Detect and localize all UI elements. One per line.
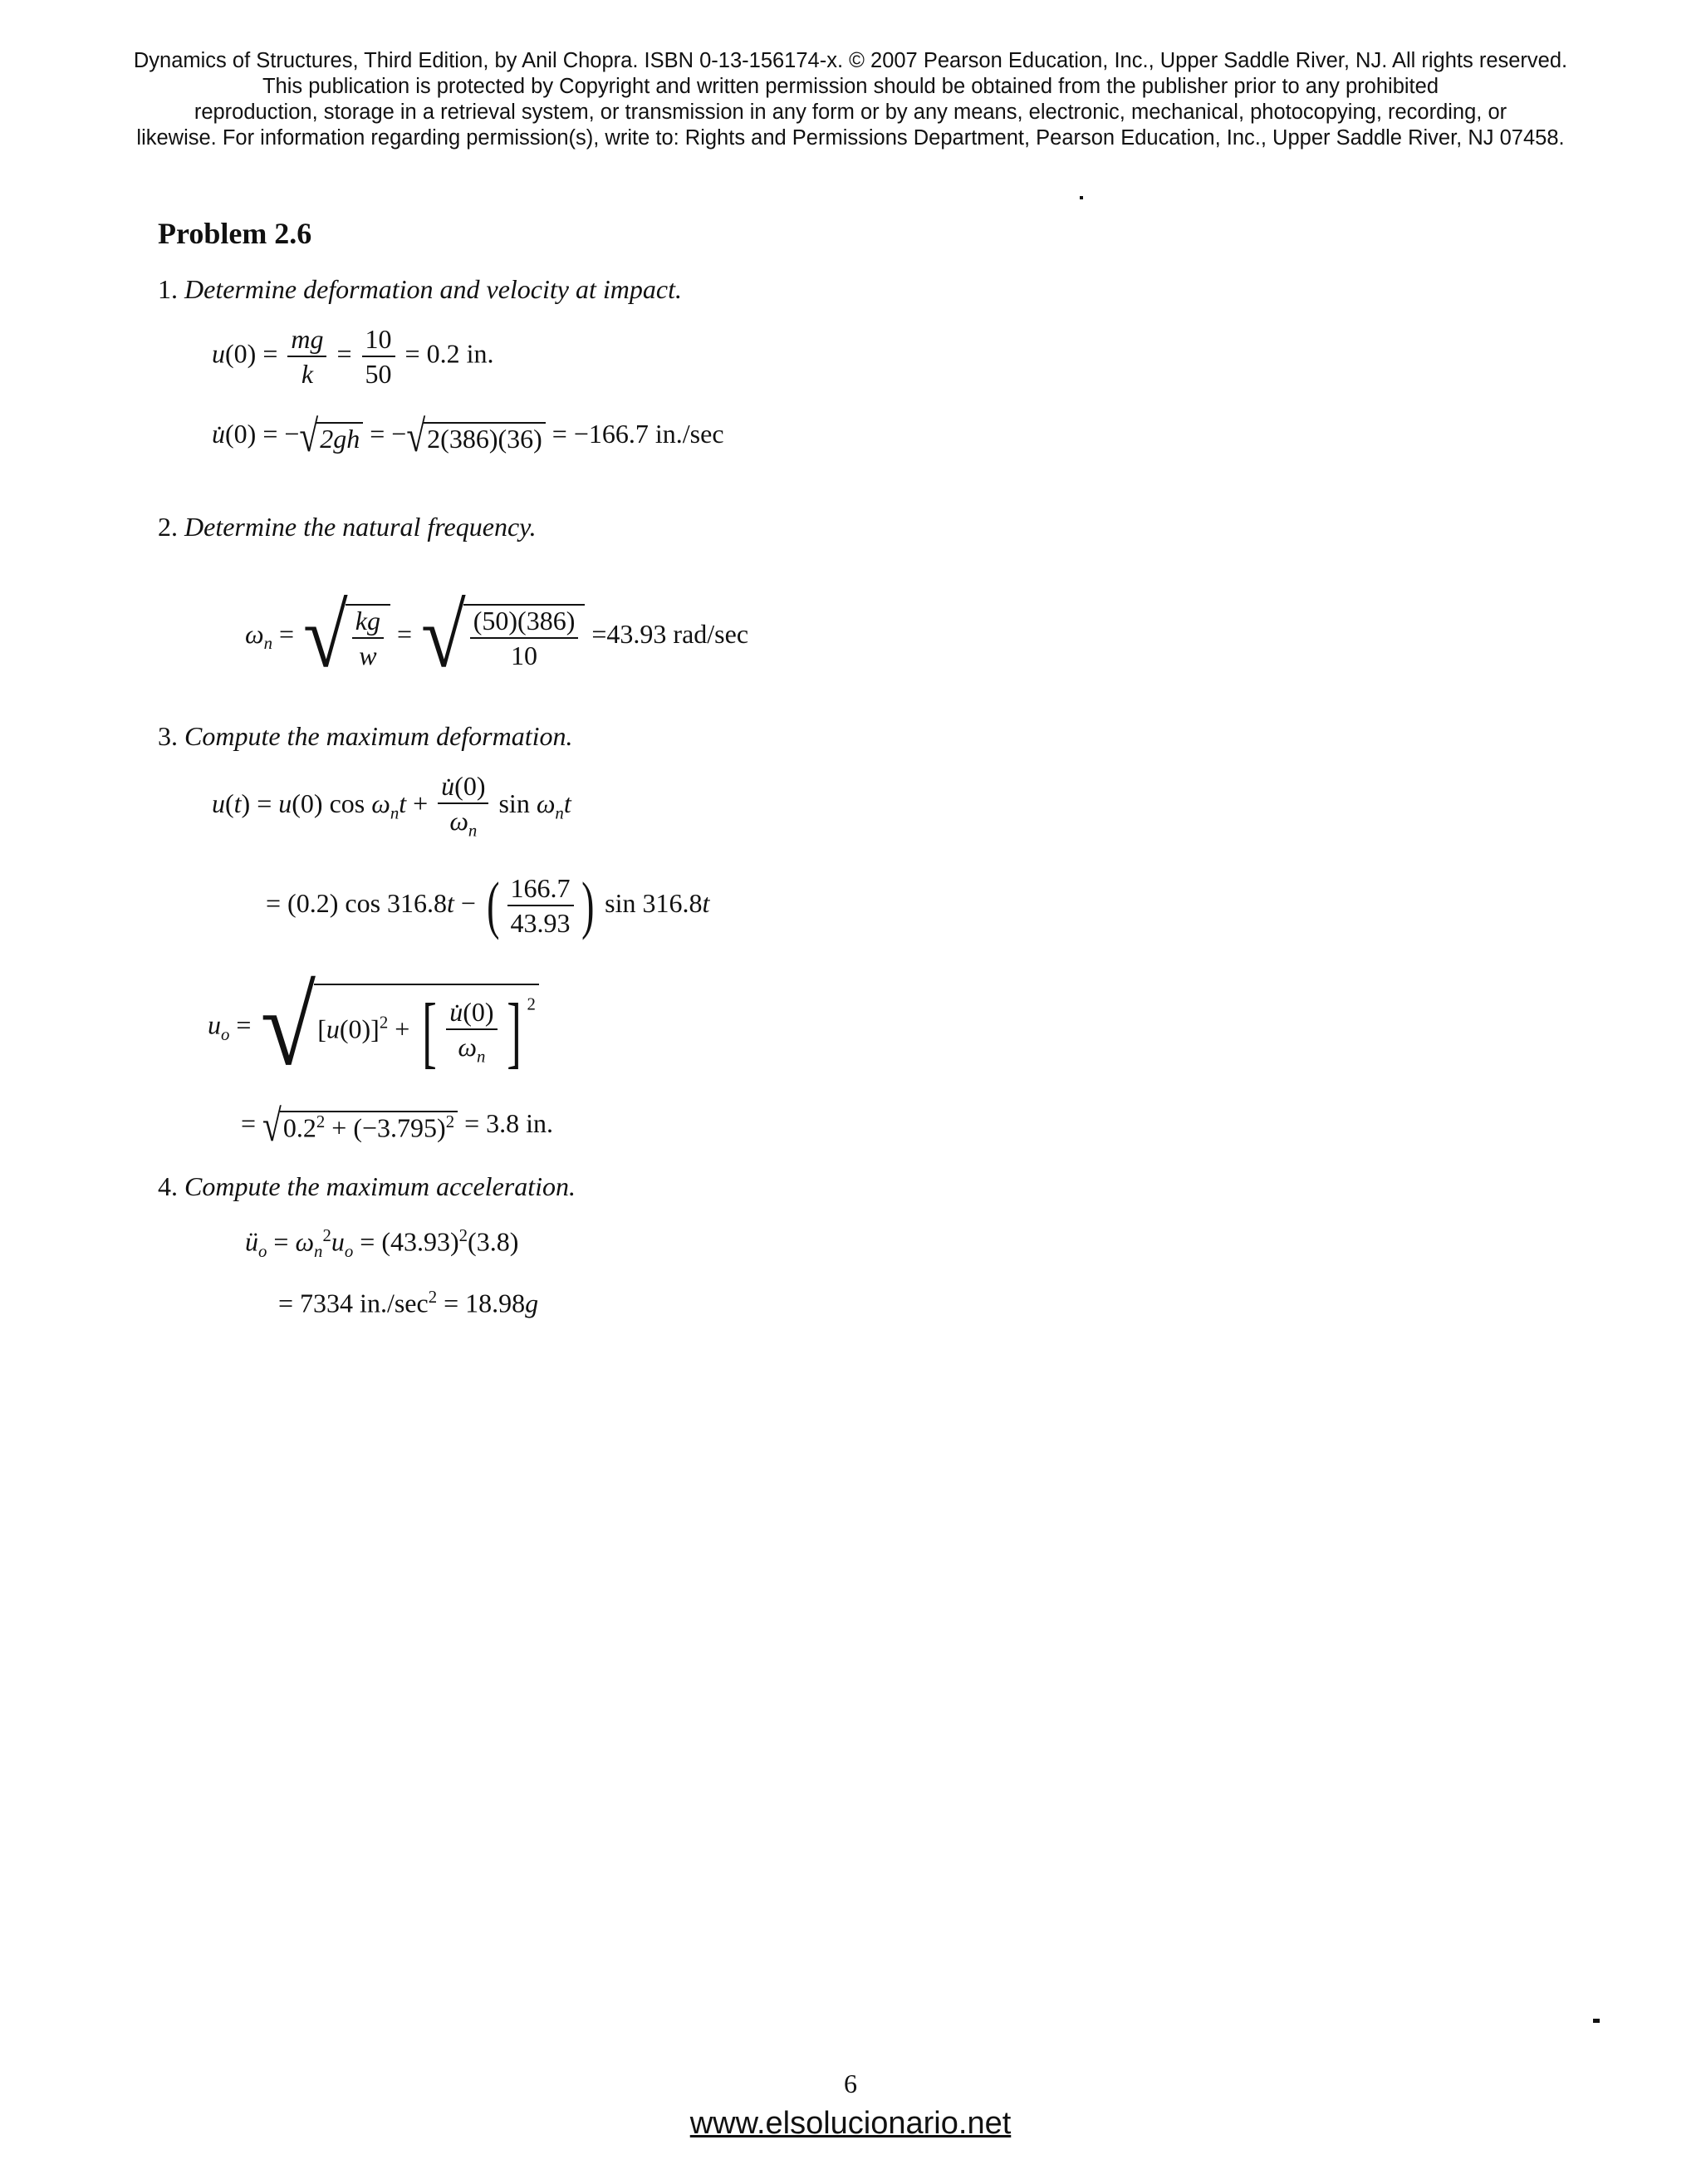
wn-value: =43.93 rad/sec xyxy=(591,618,749,649)
page-number: 6 xyxy=(844,2069,857,2098)
sqrt-2-386-36: 2(386)(36) xyxy=(424,422,546,452)
step-3-heading xyxy=(158,721,573,752)
uo-value: = 3.8 in. xyxy=(464,1108,554,1139)
copyright-line-4: likewise. For information regarding permission(s), write to: Rights and Permissions Department, Pearson Education, Inc., Upper Saddle River, NJ 07458. xyxy=(136,126,1565,150)
frac-num-kg: kg xyxy=(352,607,384,639)
ut-line2-b: sin 316.8 xyxy=(605,887,703,918)
acc-line2-b: = 18.98 xyxy=(437,1288,526,1318)
copyright-line-1: Dynamics of Structures, Third Edition, by Anil Chopra. ISBN 0-13-156174-x. © 2007 Pearson Education, Inc., Upper Saddle River, NJ. All rights reserved. xyxy=(133,49,1568,72)
step-3-number: 3. xyxy=(158,721,178,751)
v0-value: −166.7 in./sec xyxy=(573,419,724,449)
step-2-heading xyxy=(158,512,537,542)
u0-unit: in. xyxy=(466,338,494,369)
frac-num-mg: mg xyxy=(287,326,326,357)
uo-term-1: 0.2 xyxy=(282,1113,316,1144)
equation-initial-velocity: u̇(0) = −√2gh = −√2(386)(36) = −166.7 in./sec xyxy=(212,410,724,461)
step-3-text: Compute the maximum deformation. xyxy=(184,721,573,751)
frac-num-166-7: 166.7 xyxy=(507,875,574,906)
step-4-text: Compute the maximum acceleration. xyxy=(184,1171,576,1201)
equation-displacement-response: u(t) = u(0) $\cos \omega_nt$ + $\frac{u̇(0)}{\omega_n}$ $\sin \omega_nt$ xyxy=(212,771,571,841)
sqrt-2gh: 2gh xyxy=(316,422,363,452)
step-1-number: 1. xyxy=(158,274,178,304)
equation-amplitude: $u_o = √[u(0)]^2$ + [ $\frac{u̇(0)}{\omega_n}$ ] $^2$ xyxy=(208,972,539,1083)
footer-website-link[interactable]: www.elsolucionario.net xyxy=(689,2106,1012,2141)
equation-displacement-numeric: = (0.2) cos 316.8t − ( $\frac{166.7}{43.93}$ ) sin 316.8t xyxy=(266,870,710,940)
step-1-heading xyxy=(158,274,682,305)
equation-initial-displacement: u(0) = $\frac{mg}{k}$ = $\frac{10}{50}$ = 0.2 in. xyxy=(212,324,494,389)
frac-num-10: 10 xyxy=(362,326,395,357)
scan-speck xyxy=(1080,196,1083,199)
frac-den-10: 10 xyxy=(511,640,538,671)
step-4-heading xyxy=(158,1171,576,1202)
step-1-text: Determine deformation and velocity at impact. xyxy=(184,274,682,304)
scan-speck xyxy=(1593,2019,1600,2023)
step-2-text: Determine the natural frequency. xyxy=(184,512,537,542)
copyright-notice xyxy=(50,48,1651,151)
problem-title: Problem 2.6 xyxy=(158,217,312,250)
frac-den-43-93: 43.93 xyxy=(510,908,571,939)
step-2-number: 2. xyxy=(158,512,178,542)
frac-den-50: 50 xyxy=(365,359,392,389)
frac-den-k: k xyxy=(301,359,314,389)
frac-num-50-386: (50)(386) xyxy=(470,607,579,639)
acc-line1-rhs: = (43.93) xyxy=(360,1226,459,1257)
copyright-line-3: reproduction, storage in a retrieval system, or transmission in any form or by any means, electronic, mechanical, photocopying, recording, or xyxy=(194,101,1507,124)
u0-value: 0.2 xyxy=(426,338,460,369)
equation-max-acceleration: $ü_o = \omega_n^2u_o = (43.93)^2(3.8)$ xyxy=(245,1226,519,1262)
step-4-number: 4. xyxy=(158,1171,178,1201)
frac-den-w: w xyxy=(359,640,377,671)
acc-line2: = 7334 in./sec xyxy=(278,1288,429,1318)
equation-max-acceleration-numeric: = 7334 $in./\sec^2 = 18.98g$ xyxy=(278,1288,539,1318)
ut-line2-a: = (0.2) cos 316.8 xyxy=(266,887,448,918)
equation-natural-frequency: $\omega_n$ = √ $\frac{kg}{w}$ = √ $\frac{(50)(386)}{10}$ =43.93 rad/sec xyxy=(245,586,749,686)
uo-term-2: −3.795 xyxy=(361,1113,438,1144)
equation-amplitude-numeric: = $√0.2^2 + (-3.795)^2 = 3.8$ in. xyxy=(241,1100,554,1151)
acc-line1-tail: (3.8) xyxy=(468,1226,519,1257)
copyright-line-2: This publication is protected by Copyright and written permission should be obtained from the publisher prior to any prohibited xyxy=(262,75,1439,98)
